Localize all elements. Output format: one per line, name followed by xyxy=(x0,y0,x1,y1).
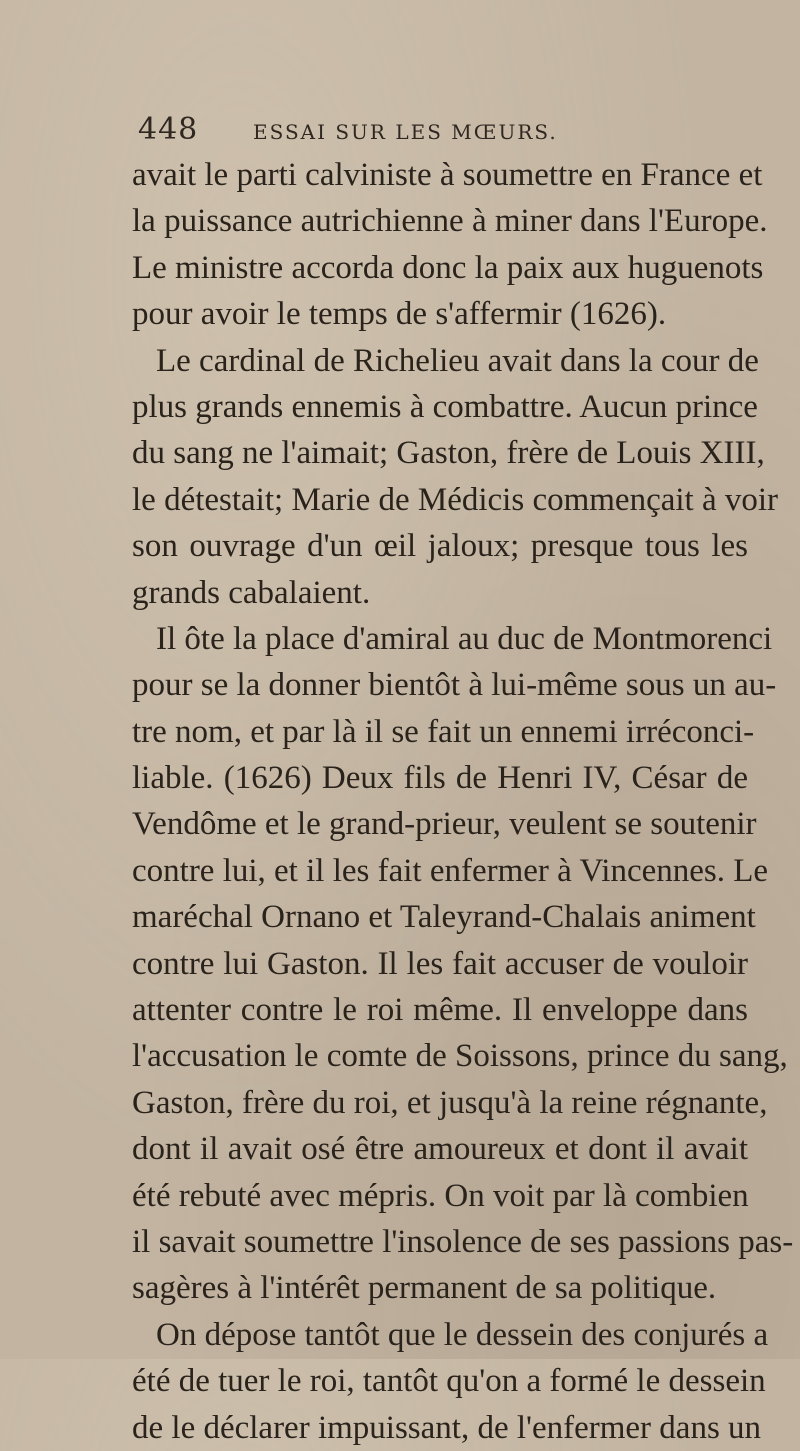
text-line: grands cabalaient. xyxy=(132,574,371,611)
text-line: la puissance autrichienne à miner dans l'Europe. xyxy=(132,203,768,240)
text-line: sagères à l'intérêt permanent de sa politique. xyxy=(132,1270,717,1307)
text-line: avait le parti calviniste à soumettre en France et xyxy=(132,157,763,193)
text-line: Le ministre accorda donc la paix aux huguenots xyxy=(132,249,764,286)
text-line: liable. (1626) Deux fils de Henri IV, César de xyxy=(132,760,748,797)
text-line: le détestait; Marie de Médicis commençait à voir xyxy=(132,481,779,518)
text-line: Vendôme et le grand-prieur, veulent se soutenir xyxy=(132,806,757,843)
body-text xyxy=(132,152,794,1451)
text-line: attenter contre le roi même. Il enveloppe dans xyxy=(132,992,748,1029)
page-number: 448 xyxy=(138,112,199,147)
text-line: l'accusation le comte de Soissons, prince du sang, xyxy=(132,1038,788,1075)
text-line: Le cardinal de Richelieu avait dans la cour de xyxy=(156,342,759,379)
text-line: On dépose tantôt que le dessein des conjurés a xyxy=(156,1316,769,1353)
text-line: du sang ne l'aimait; Gaston, frère de Louis XIII, xyxy=(132,435,765,472)
running-title: ESSAI SUR LES MŒURS. xyxy=(253,120,558,144)
text-line: son ouvrage d'un œil jaloux; presque tous les xyxy=(132,528,748,565)
text-line: dont il avait osé être amoureux et dont il avait xyxy=(132,1131,748,1168)
text-line: contre lui, et il les fait enfermer à Vincennes. Le xyxy=(132,852,769,889)
text-line: maréchal Ornano et Taleyrand-Chalais animent xyxy=(132,899,756,936)
text-line: tre nom, et par là il se fait un ennemi irréconci- xyxy=(132,713,755,750)
text-line: plus grands ennemis à combattre. Aucun prince xyxy=(132,388,758,425)
text-line: il savait soumettre l'insolence de ses passions pas- xyxy=(132,1223,794,1260)
text-line: de le déclarer impuissant, de l'enfermer dans un xyxy=(132,1409,762,1446)
page-header xyxy=(138,112,738,156)
text-line: pour avoir le temps de s'affermir (1626). xyxy=(132,296,667,333)
text-line: pour se la donner bientôt à lui-même sous un au- xyxy=(132,667,777,704)
text-line: contre lui Gaston. Il les fait accuser de vouloir xyxy=(132,945,748,982)
text-line: Gaston, frère du roi, et jusqu'à la reine régnante, xyxy=(132,1084,768,1121)
text-line: été rebuté avec mépris. On voit par là combien xyxy=(132,1177,749,1214)
text-line: été de tuer le roi, tantôt qu'on a formé le dessein xyxy=(132,1363,766,1400)
text-line: Il ôte la place d'amiral au duc de Montmorenci xyxy=(156,620,773,657)
